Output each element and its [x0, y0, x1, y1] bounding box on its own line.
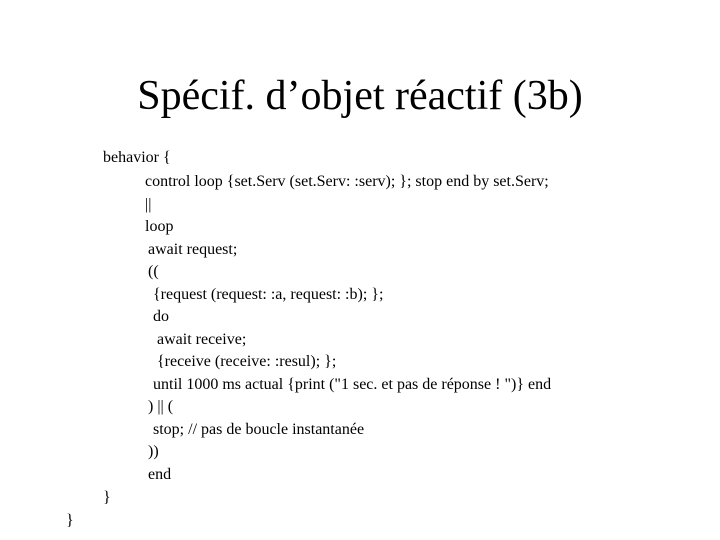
code-line: await request;	[148, 241, 238, 258]
code-line: await receive;	[157, 331, 247, 348]
slide-title: Spécif. d’objet réactif (3b)	[137, 73, 583, 119]
code-line: behavior {	[103, 149, 171, 166]
code-line: stop; // pas de boucle instantanée	[153, 421, 365, 438]
code-line: ((	[148, 263, 159, 280]
code-line: do	[153, 308, 169, 325]
code-line: {request (request: :a, request: :b); };	[153, 286, 384, 303]
code-line: ) || (	[148, 398, 174, 415]
code-line: until 1000 ms actual {print ("1 sec. et pas de réponse ! ")} end	[153, 376, 552, 393]
code-line: ||	[145, 196, 152, 213]
code-line: loop	[145, 218, 174, 235]
code-line: end	[148, 466, 172, 483]
code-line: control loop {set.Serv (set.Serv: :serv); }; stop end by set.Serv;	[145, 173, 549, 190]
code-line: }	[66, 512, 74, 529]
code-line: }	[103, 489, 111, 506]
code-line: ))	[148, 443, 159, 460]
code-line: {receive (receive: :resul); };	[157, 353, 337, 370]
